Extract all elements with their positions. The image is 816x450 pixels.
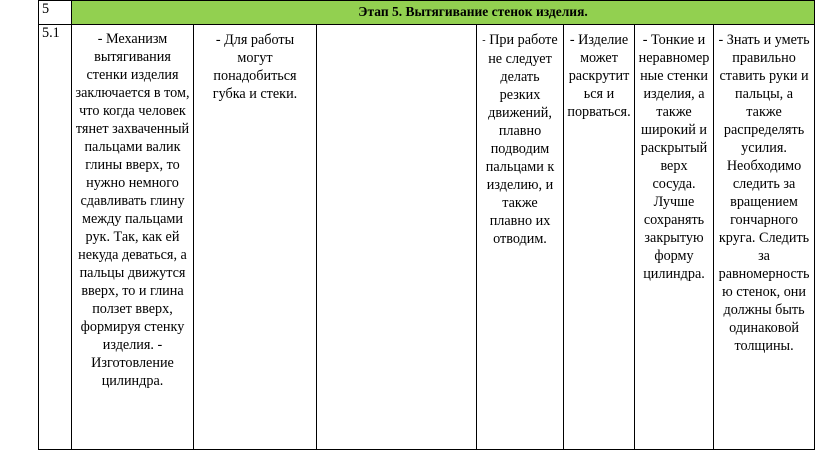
requirements-cell (714, 25, 815, 450)
technique-text: При работе не следует делать резких движений, плавно подводим пальцами к изделию, и также плавно их отводим. (485, 32, 558, 247)
technique-dash: - (482, 35, 486, 46)
mechanism-cell (72, 25, 194, 450)
tools-cell (194, 25, 317, 450)
defects-text: - Тонкие и неравномерные стенки изделия, а также широкий и раскрытый верх сосуда. Лучше сохранять закрытую форму цилиндра. (638, 32, 710, 282)
defects-cell (635, 25, 714, 450)
row-number: 5 (39, 1, 72, 25)
table-row (39, 25, 815, 450)
table-header-row (39, 1, 815, 25)
requirements-text: - Знать и уметь правильно ставить руки и пальцы, а также распределять усилия. Необходимо следить за вращением гончарного круга. Следить за равномерностью стенок, они должны быть одинаковой толщины. (718, 32, 810, 354)
risk-text: - Изделие может раскрутиться и порваться. (567, 32, 631, 120)
empty-cell (317, 25, 477, 450)
risk-cell (564, 25, 635, 450)
stage-title-cell (72, 1, 815, 25)
stage-table (38, 0, 815, 450)
stage-title: Этап 5. Вытягивание стенок изделия. (358, 4, 588, 19)
tools-text: - Для работы могут понадобиться губка и стеки. (212, 32, 298, 102)
empty-text (317, 25, 476, 31)
technique-cell (477, 25, 564, 450)
sub-row-number: 5.1 (39, 25, 72, 450)
mechanism-text: - Механизм вытягивания стенки изделия заключается в том, что когда человек тянет захваченный пальцами валик глины вверх, то нужно немного сдавливать глину между пальцами рук. Так, как ей некуда деваться, а пальцы движутся вверх, то и глина ползет вверх, формируя стенку изделия. - Изготовление цилиндра. (75, 31, 190, 389)
